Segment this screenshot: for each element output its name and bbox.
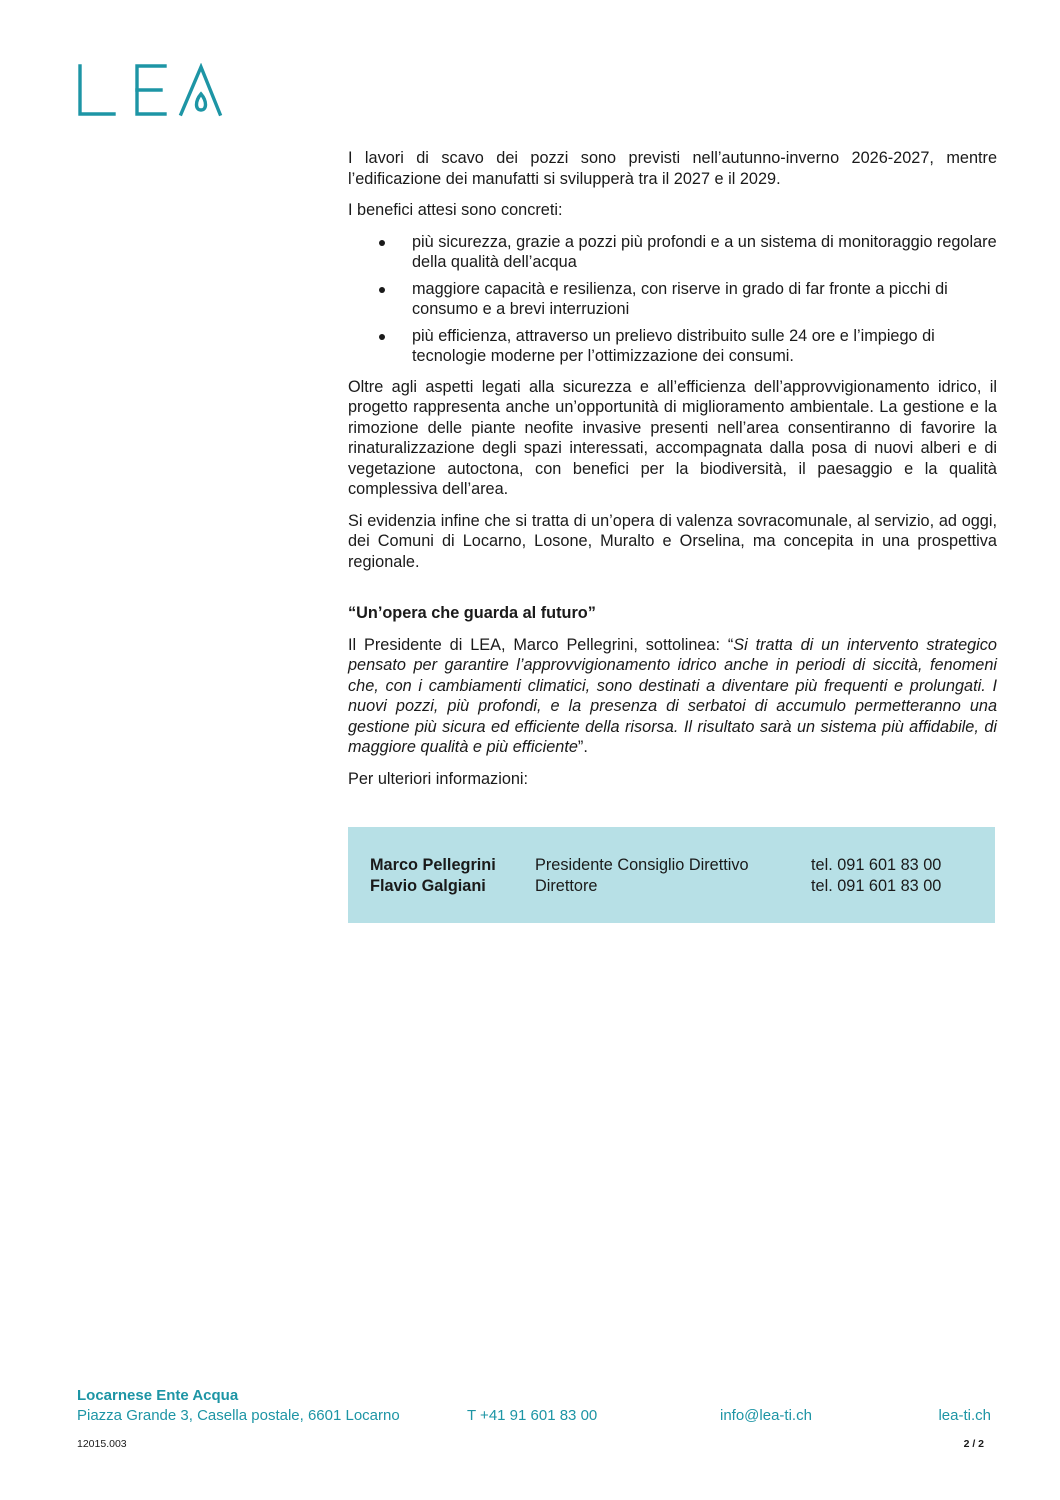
footer [77, 1387, 991, 1427]
paragraph-environment: Oltre agli aspetti legati alla sicurezza e all’efficienza dell’approvvigionamento idrico, il progetto rappresenta anche un’opportunità di miglioramento ambientale. La gestione e la rimozione delle piante neofite invasive presenti nell’area consentiranno di favorire la rinaturalizzazione degli spazi interessati, accompagnata dalla posa di nuovi alberi e di vegetazione autoctona, con benefici per la biodiversità, il paesaggio e la qualità complessiva dell’area. [348, 377, 997, 498]
list-item: maggiore capacità e resilienza, con riserve in grado di far fronte a picchi di consumo e a brevi interruzioni [348, 279, 997, 320]
contact-box [348, 827, 995, 923]
footer-org-name: Locarnese Ente Acqua [77, 1387, 239, 1404]
footer-phone[interactable]: T +41 91 601 83 00 [467, 1407, 598, 1424]
footer-address: Piazza Grande 3, Casella postale, 6601 Locarno [77, 1407, 400, 1424]
page-number: 2 / 2 [963, 1438, 984, 1450]
lea-logo [77, 63, 227, 119]
contact-phone: tel. 091 601 83 00 [811, 856, 942, 874]
contact-phone: tel. 091 601 83 00 [811, 877, 942, 895]
contact-name: Flavio Galgiani [370, 877, 486, 895]
footer-website-link[interactable]: lea-ti.ch [938, 1407, 991, 1424]
footer-email-link[interactable]: info@lea-ti.ch [720, 1407, 812, 1424]
section-heading: “Un’opera che guarda al futuro” [348, 604, 596, 622]
more-info-label: Per ulteriori informazioni: [348, 769, 529, 788]
bullet-icon [379, 334, 385, 340]
bullet-icon [379, 287, 385, 293]
contact-role: Direttore [535, 877, 598, 895]
benefits-list [348, 232, 997, 367]
footer-contact-line [77, 1407, 991, 1427]
contact-name: Marco Pellegrini [370, 856, 496, 874]
document-reference: 12015.003 [77, 1438, 127, 1450]
list-item: più efficienza, attraverso un prelievo distribuito sulle 24 ore e l’impiego di tecnologie moderne per l’ottimizzazione dei consumi. [348, 326, 997, 367]
list-item: più sicurezza, grazie a pozzi più profondi e a un sistema di monitoraggio regolare della qualità dell’acqua [348, 232, 997, 273]
bullet-icon [379, 240, 385, 246]
lea-logo-mark [77, 63, 227, 119]
president-quote: Il Presidente di LEA, Marco Pellegrini, sottolinea: “Si tratta di un intervento strategico pensato per garantire l’approvvigionamento idrico anche in periodi di siccità, fenomeni che, con i cambiamenti climatici, sono destinati a diventare più frequenti e prolungati. I nuovi pozzi, più profondi, e la presenza di serbatoi di accumulo permetteranno una gestione più sicura ed efficiente della risorsa. Il risultato sarà un sistema più affidabile, di maggiore qualità e più efficiente”. [348, 635, 997, 756]
paragraph-regional: Si evidenzia infine che si tratta di un’opera di valenza sovracomunale, al servizio, ad oggi, dei Comuni di Locarno, Losone, Muralto e Orselina, ma concepita in una prospettiva regionale. [348, 511, 997, 571]
quote-text: Si tratta di un intervento strategico pensato per garantire l’approvvigionamento idrico anche in periodi di siccità, fenomeni che, con i cambiamenti climatici, sono destinati a diventare più frequenti e prolungati. I nuovi pozzi, più profondi, e la presenza di serbatoi di accumulo permetteranno una gestione più sicura ed efficiente della risorsa. Il risultato sarà un sistema più affidabile, di maggiore qualità e più efficiente [348, 635, 997, 756]
main-content [348, 148, 997, 800]
paragraph-schedule: I lavori di scavo dei pozzi sono previsti nell’autunno-inverno 2026-2027, mentre l’edificazione dei manufatti si svilupperà tra il 2027 e il 2029. [348, 149, 997, 188]
paragraph-benefits-intro: I benefici attesi sono concreti: [348, 201, 563, 219]
contact-role: Presidente Consiglio Direttivo [535, 856, 749, 874]
